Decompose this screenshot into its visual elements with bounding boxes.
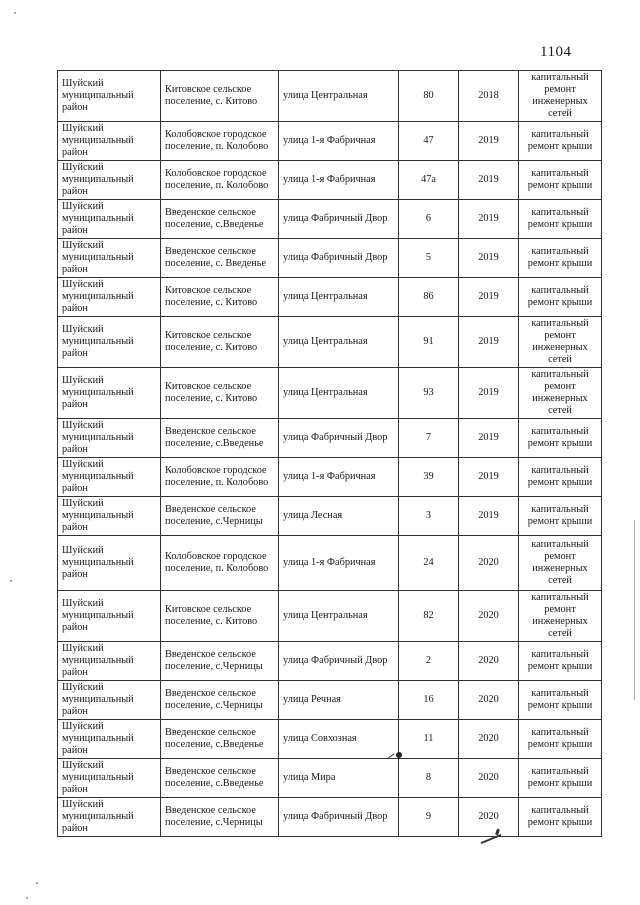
house-number-cell: 5 <box>399 239 459 278</box>
work-type-cell: капитальный ремонт крыши <box>519 759 602 798</box>
house-number-cell: 2 <box>399 642 459 681</box>
table-row <box>58 317 602 368</box>
street-cell: улица Фабричный Двор <box>279 419 399 458</box>
page-number: 1104 <box>540 44 572 60</box>
street-cell: улица 1-я Фабричная <box>279 536 399 591</box>
table-row <box>58 591 602 642</box>
year-cell: 2019 <box>459 368 519 419</box>
house-number-cell: 9 <box>399 798 459 837</box>
house-number-cell: 24 <box>399 536 459 591</box>
settlement-cell: Введенское сельское поселение, с.Введенье <box>161 759 279 798</box>
street-cell: улица Центральная <box>279 591 399 642</box>
district-cell: Шуйский муниципальный район <box>58 497 161 536</box>
house-number-cell: 93 <box>399 368 459 419</box>
work-type-cell: капитальный ремонт крыши <box>519 200 602 239</box>
year-cell: 2018 <box>459 71 519 122</box>
street-cell: улица Речная <box>279 681 399 720</box>
table-row <box>58 419 602 458</box>
street-cell: улица Фабричный Двор <box>279 200 399 239</box>
district-cell: Шуйский муниципальный район <box>58 239 161 278</box>
street-cell: улица Фабричный Двор <box>279 642 399 681</box>
house-number-cell: 11 <box>399 720 459 759</box>
district-cell: Шуйский муниципальный район <box>58 798 161 837</box>
settlement-cell: Китовское сельское поселение, с. Китово <box>161 368 279 419</box>
year-cell: 2019 <box>459 122 519 161</box>
work-type-cell: капитальный ремонт инженерных сетей <box>519 591 602 642</box>
year-cell: 2020 <box>459 536 519 591</box>
street-cell: улица 1-я Фабричная <box>279 458 399 497</box>
year-cell: 2019 <box>459 239 519 278</box>
table-row <box>58 681 602 720</box>
district-cell: Шуйский муниципальный район <box>58 681 161 720</box>
work-type-cell: капитальный ремонт крыши <box>519 720 602 759</box>
street-cell: улица Центральная <box>279 278 399 317</box>
district-cell: Шуйский муниципальный район <box>58 458 161 497</box>
district-cell: Шуйский муниципальный район <box>58 720 161 759</box>
settlement-cell: Введенское сельское поселение, с. Введенье <box>161 239 279 278</box>
year-cell: 2019 <box>459 200 519 239</box>
house-number-cell: 47 <box>399 122 459 161</box>
scan-speck <box>26 897 28 899</box>
work-type-cell: капитальный ремонт крыши <box>519 681 602 720</box>
district-cell: Шуйский муниципальный район <box>58 161 161 200</box>
table-row <box>58 161 602 200</box>
year-cell: 2020 <box>459 759 519 798</box>
year-cell: 2020 <box>459 798 519 837</box>
housing-repair-table <box>57 70 602 837</box>
district-cell: Шуйский муниципальный район <box>58 642 161 681</box>
work-type-cell: капитальный ремонт инженерных сетей <box>519 368 602 419</box>
scan-speck <box>36 882 38 884</box>
house-number-cell: 47а <box>399 161 459 200</box>
district-cell: Шуйский муниципальный район <box>58 122 161 161</box>
work-type-cell: капитальный ремонт крыши <box>519 458 602 497</box>
district-cell: Шуйский муниципальный район <box>58 71 161 122</box>
table-row <box>58 122 602 161</box>
settlement-cell: Колобовское городское поселение, п. Колобово <box>161 122 279 161</box>
street-cell: улица Фабричный Двор <box>279 798 399 837</box>
work-type-cell: капитальный ремонт крыши <box>519 642 602 681</box>
year-cell: 2019 <box>459 161 519 200</box>
scan-edge-line <box>634 520 635 700</box>
street-cell: улица 1-я Фабричная <box>279 122 399 161</box>
settlement-cell: Введенское сельское поселение, с.Введенье <box>161 419 279 458</box>
district-cell: Шуйский муниципальный район <box>58 759 161 798</box>
settlement-cell: Колобовское городское поселение, п. Колобово <box>161 536 279 591</box>
scan-speck <box>10 580 12 582</box>
street-cell: улица Совхозная <box>279 720 399 759</box>
year-cell: 2020 <box>459 591 519 642</box>
table-row <box>58 642 602 681</box>
table-row <box>58 497 602 536</box>
house-number-cell: 39 <box>399 458 459 497</box>
work-type-cell: капитальный ремонт крыши <box>519 122 602 161</box>
house-number-cell: 6 <box>399 200 459 239</box>
settlement-cell: Введенское сельское поселение, с.Черницы <box>161 681 279 720</box>
work-type-cell: капитальный ремонт крыши <box>519 798 602 837</box>
table-row <box>58 536 602 591</box>
street-cell: улица 1-я Фабричная <box>279 161 399 200</box>
street-cell: улица Центральная <box>279 368 399 419</box>
house-number-cell: 80 <box>399 71 459 122</box>
settlement-cell: Введенское сельское поселение, с.Введенье <box>161 200 279 239</box>
year-cell: 2020 <box>459 642 519 681</box>
year-cell: 2020 <box>459 681 519 720</box>
work-type-cell: капитальный ремонт крыши <box>519 497 602 536</box>
house-number-cell: 82 <box>399 591 459 642</box>
district-cell: Шуйский муниципальный район <box>58 317 161 368</box>
house-number-cell: 7 <box>399 419 459 458</box>
settlement-cell: Колобовское городское поселение, п. Колобово <box>161 161 279 200</box>
district-cell: Шуйский муниципальный район <box>58 368 161 419</box>
work-type-cell: капитальный ремонт крыши <box>519 419 602 458</box>
work-type-cell: капитальный ремонт крыши <box>519 161 602 200</box>
settlement-cell: Китовское сельское поселение, с. Китово <box>161 591 279 642</box>
house-number-cell: 86 <box>399 278 459 317</box>
settlement-cell: Колобовское городское поселение, п. Колобово <box>161 458 279 497</box>
settlement-cell: Введенское сельское поселение, с.Введенье <box>161 720 279 759</box>
year-cell: 2019 <box>459 419 519 458</box>
year-cell: 2020 <box>459 720 519 759</box>
street-cell: улица Центральная <box>279 71 399 122</box>
scan-speck <box>14 12 16 14</box>
work-type-cell: капитальный ремонт крыши <box>519 278 602 317</box>
table-row <box>58 798 602 837</box>
work-type-cell: капитальный ремонт инженерных сетей <box>519 317 602 368</box>
settlement-cell: Введенское сельское поселение, с.Черницы <box>161 798 279 837</box>
district-cell: Шуйский муниципальный район <box>58 536 161 591</box>
table-row <box>58 368 602 419</box>
year-cell: 2019 <box>459 278 519 317</box>
work-type-cell: капитальный ремонт инженерных сетей <box>519 536 602 591</box>
year-cell: 2019 <box>459 458 519 497</box>
table-row <box>58 239 602 278</box>
settlement-cell: Китовское сельское поселение, с. Китово <box>161 317 279 368</box>
district-cell: Шуйский муниципальный район <box>58 200 161 239</box>
table-row <box>58 200 602 239</box>
table-row <box>58 71 602 122</box>
district-cell: Шуйский муниципальный район <box>58 278 161 317</box>
district-cell: Шуйский муниципальный район <box>58 419 161 458</box>
work-type-cell: капитальный ремонт крыши <box>519 239 602 278</box>
year-cell: 2019 <box>459 497 519 536</box>
table-row <box>58 278 602 317</box>
street-cell: улица Лесная <box>279 497 399 536</box>
house-number-cell: 91 <box>399 317 459 368</box>
year-cell: 2019 <box>459 317 519 368</box>
street-cell: улица Фабричный Двор <box>279 239 399 278</box>
street-cell: улица Мира <box>279 759 399 798</box>
house-number-cell: 8 <box>399 759 459 798</box>
district-cell: Шуйский муниципальный район <box>58 591 161 642</box>
house-number-cell: 3 <box>399 497 459 536</box>
table-row <box>58 759 602 798</box>
house-number-cell: 16 <box>399 681 459 720</box>
settlement-cell: Китовское сельское поселение, с. Китово <box>161 71 279 122</box>
ink-dot-mark <box>396 752 402 758</box>
street-cell: улица Центральная <box>279 317 399 368</box>
table-row <box>58 720 602 759</box>
settlement-cell: Введенское сельское поселение, с.Черницы <box>161 642 279 681</box>
work-type-cell: капитальный ремонт инженерных сетей <box>519 71 602 122</box>
settlement-cell: Китовское сельское поселение, с. Китово <box>161 278 279 317</box>
table-row <box>58 458 602 497</box>
settlement-cell: Введенское сельское поселение, с.Черницы <box>161 497 279 536</box>
